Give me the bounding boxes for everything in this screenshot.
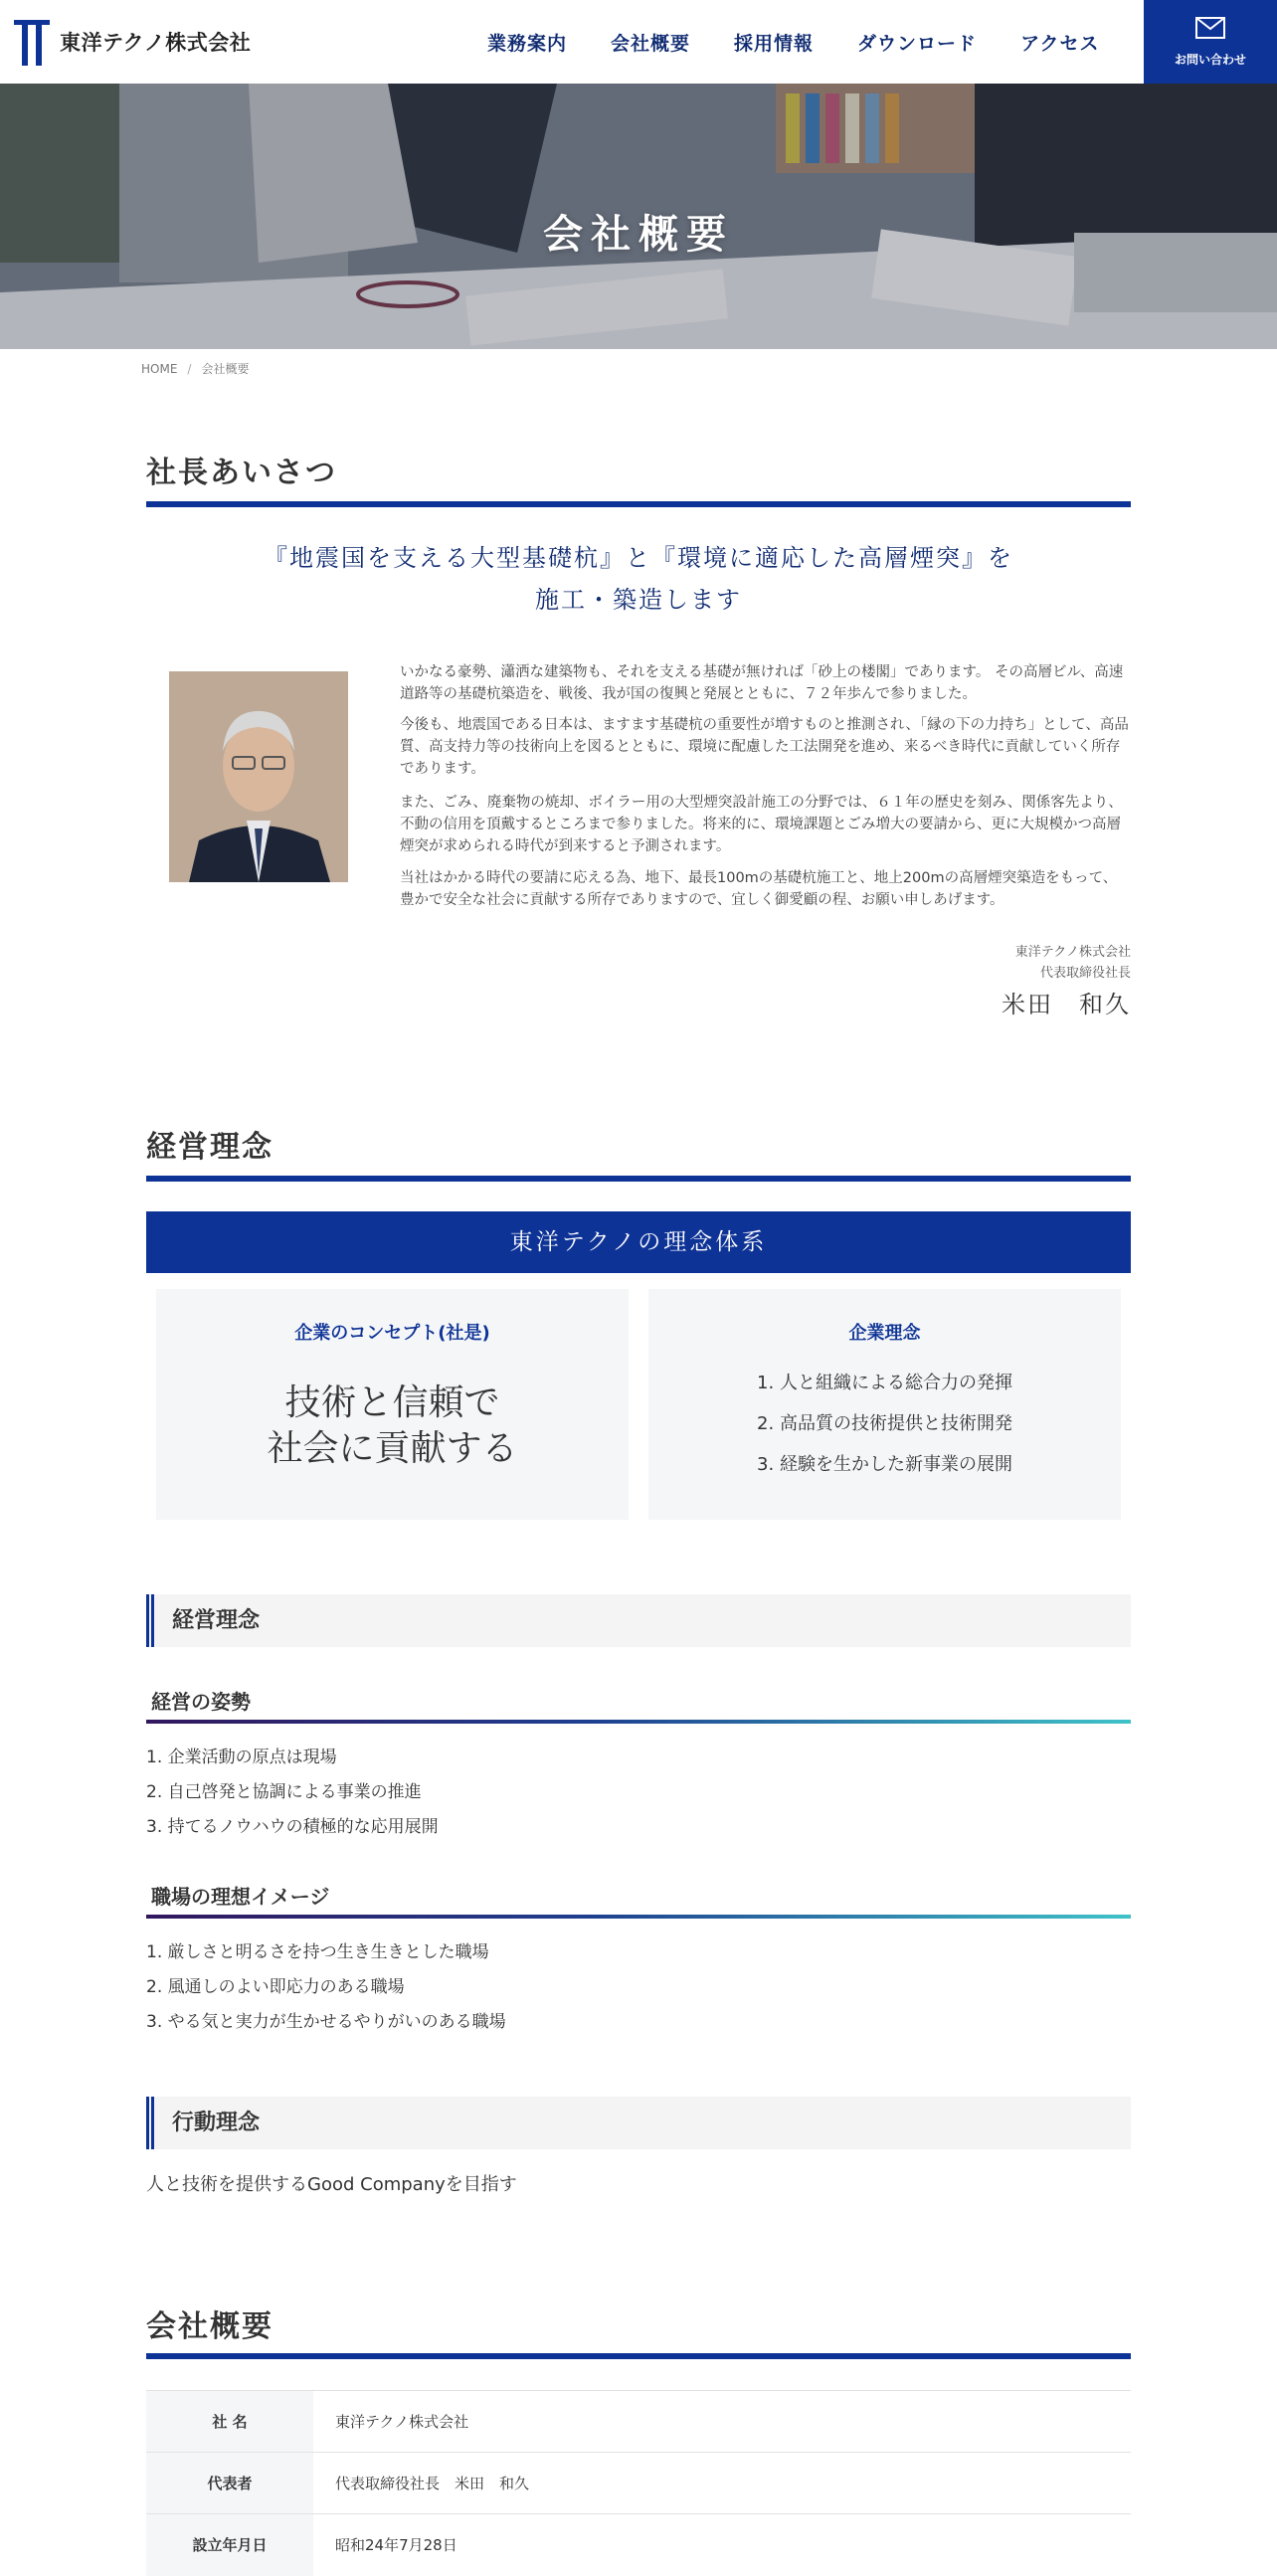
workplace-heading: 職場の理想イメージ [151,1885,330,1909]
list-item: 3. やる気と実力が生かせるやりがいのある職場 [146,2012,506,2032]
lead-line-2: 施工・築造します [535,586,742,614]
nav-item-download[interactable]: ダウンロード [857,32,978,55]
greeting-lead [146,537,1131,621]
contact-label: お問い合わせ [1174,52,1246,67]
table-row [146,2514,1131,2576]
greeting-paragraph-3: また、ごみ、廃棄物の焼却、ボイラー用の大型煙突設計施工の分野では、６１年の歴史を刻み、関係客先より、不動の信用を頂戴するところまで参りました。将来的に、環境課題とごみ増大の要請から、更に大規模かつ高層煙突が求められる時代が到来すると予測されます。 [400,795,1123,854]
concept-heading: 企業のコンセプト(社是) [294,1323,490,1344]
greeting-paragraph-4: 当社はかかる時代の要請に応える為、地下、最長100mの基礎杭施工と、地上200mの高層煙突築造をもって、豊かで安全な社会に貢献する所存でありますので、宜しく御愛顧の程、お願い申しあげます。 [400,870,1118,908]
principles-box [648,1289,1121,1520]
breadcrumb-home[interactable]: HOME [141,362,178,376]
mail-icon [1195,17,1225,43]
president-photo [169,671,348,882]
logo[interactable] [14,17,251,67]
page-title: 会社概要 [543,212,734,258]
nav-item-services[interactable]: 業務案内 [487,32,568,55]
attitude-list [146,1741,439,1845]
action-text: 人と技術を提供するGood Companyを目指す [146,2174,517,2195]
signature-position: 代表取締役社長 [1039,966,1131,981]
signature-name: 米田 和久 [1002,991,1131,1018]
site-header [0,0,1277,84]
concept-text [156,1380,629,1472]
table-row [146,2391,1131,2453]
concept-line-2: 社会に貢献する [267,1428,518,1469]
principles-heading: 企業理念 [848,1323,921,1344]
list-item: 2. 高品質の技術提供と技術開発 [757,1413,1012,1434]
list-item: 3. 持てるノウハウの積極的な応用展開 [146,1817,439,1837]
attitude-heading: 経営の姿勢 [151,1690,251,1714]
table-label: 社 名 [146,2391,313,2453]
greeting-paragraph-2: 今後も、地震国である日本は、ますます基礎杭の重要性が増すものと推測され、「縁の下の力持ち」として、高品質、高支持力等の技術向上を図るとともに、環境に配慮した工法開発を進め、来るべき時代に貢献していく所存であります。 [400,717,1129,777]
list-item: 1. 厳しさと明るさを持つ生き生きとした職場 [146,1942,489,1962]
table-label: 代表者 [146,2453,313,2514]
section-divider [146,501,1131,507]
heading-bars-icon [146,2097,154,2149]
table-value: 東洋テクノ株式会社 [313,2391,1131,2453]
action-philosophy-heading [146,2097,1131,2149]
greeting-section-title: 社長あいさつ [146,456,337,490]
list-item: 3. 経験を生かした新事業の展開 [757,1454,1012,1475]
section-divider [146,2353,1131,2359]
table-value: 代表取締役社長 米田 和久 [313,2453,1131,2514]
gradient-divider [146,1915,1131,1919]
section-divider [146,1176,1131,1182]
company-overview-table [146,2390,1131,2576]
list-item: 2. 自己啓発と協調による事業の推進 [146,1782,422,1802]
nav-item-recruit[interactable]: 採用情報 [734,32,815,55]
nav-item-company[interactable]: 会社概要 [611,32,691,55]
list-item: 2. 風通しのよい即応力のある職場 [146,1977,405,1997]
heading-text: 経営理念 [172,1608,261,1633]
overview-section-title: 会社概要 [146,2309,274,2344]
logo-mark-icon [14,18,54,66]
breadcrumb-current: 会社概要 [201,362,250,376]
contact-button[interactable] [1144,0,1277,84]
lead-line-1: 『地震国を支える大型基礎杭』と『環境に適応した高層煙突』を [264,544,1013,572]
heading-text: 行動理念 [172,2111,261,2135]
philosophy-section-title: 経営理念 [146,1130,274,1165]
hero-banner [0,84,1277,349]
heading-bars-icon [146,1594,154,1647]
concept-line-1: 技術と信頼で [284,1382,500,1423]
philosophy-banner: 東洋テクノの理念体系 [146,1211,1131,1273]
breadcrumb-separator: / [187,362,192,376]
nav-item-access[interactable]: アクセス [1020,32,1100,55]
company-name: 東洋テクノ株式会社 [60,31,252,55]
table-row [146,2453,1131,2514]
list-item: 1. 人と組織による総合力の発揮 [757,1373,1012,1393]
breadcrumb [141,360,249,377]
main-nav [487,0,1144,84]
table-label: 設立年月日 [146,2514,313,2576]
list-item: 1. 企業活動の原点は現場 [146,1748,337,1767]
greeting-paragraph-1: いかなる豪勢、瀟洒な建築物も、それを支える基礎が無ければ「砂上の楼閣」であります。 その高層ビル、高速道路等の基礎杭築造を、戦後、我が国の復興と発展とともに、７２年歩んで参りました。 [400,664,1124,702]
workplace-list [146,1935,506,2040]
management-philosophy-heading [146,1594,1131,1647]
concept-box [156,1289,629,1520]
table-value: 昭和24年7月28日 [313,2514,1131,2576]
gradient-divider [146,1720,1131,1724]
principles-list [648,1363,1121,1485]
signature-company: 東洋テクノ株式会社 [1014,945,1131,960]
